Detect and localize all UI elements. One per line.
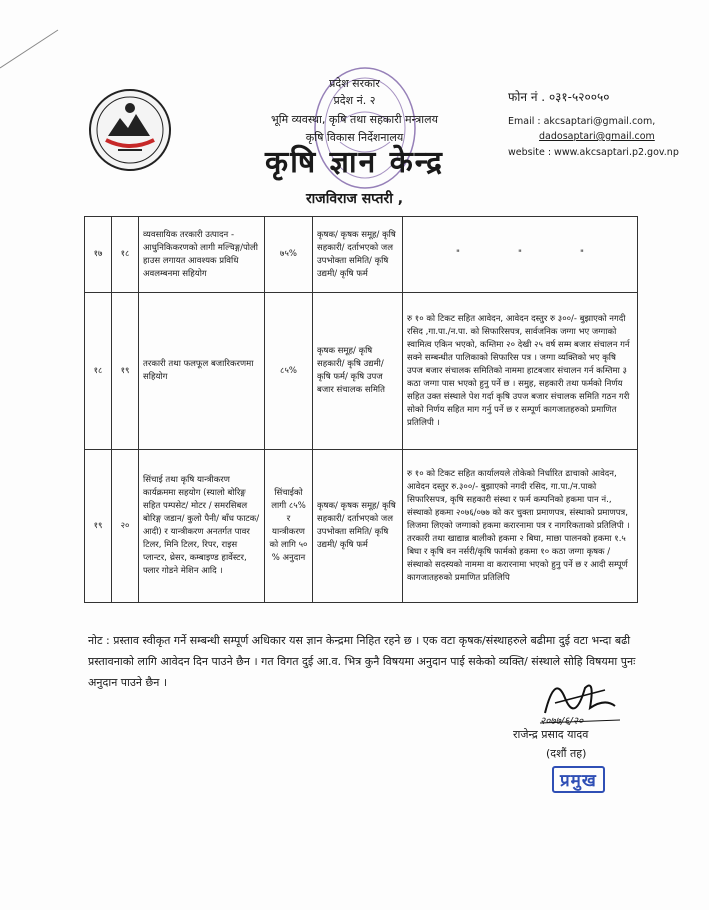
footnote: नोट : प्रस्ताव स्वीकृत गर्ने सम्बन्धी सम्पूर्ण अधिकार यस ज्ञान केन्द्रमा निहित रहने छ । एक वटा कृषक/संस्थाहरुले बढीमा दुई वटा भन्दा बढी प्रस्तावनाको लागि आवेदन दिन पाउने छैन । गत विगत दुई आ.व. भित्र कुनै विषयमा अनुदान पाई सकेको व्यक्ति/ संस्थाले सोहि विषयमा पुनः अनुदान पाउने छैन । bbox=[88, 634, 636, 689]
row-eligible: कृषक समूह/ कृषि सहकारी/ कृषि उद्यमी/ कृषि फर्म/ कृषि उपज बजार संचालक समिति bbox=[313, 293, 403, 450]
row-program: व्यवसायिक तरकारी उत्पादन - आधुनिकिकरणको लागी मल्चिङ्ग/पोली हाउस लगायत आवश्यक प्रविधि अवलम्बनमा सहियोग bbox=[139, 217, 265, 293]
header-ministry: भूमि व्यवस्था, कृषि तथा सहकारी मन्त्रालय bbox=[271, 113, 438, 126]
row-code: १९ bbox=[112, 293, 139, 450]
office-location: राजविराज सप्तरी , bbox=[305, 191, 404, 207]
page-fold-mark bbox=[0, 0, 80, 80]
row-serial: १८ bbox=[85, 293, 112, 450]
row-serial: १९ bbox=[85, 450, 112, 603]
row-serial: १७ bbox=[85, 217, 112, 293]
row-eligible: कृषक/ कृषक समूह/ कृषि सहकारी/ दर्ताभएको जल उपभोक्ता समिति/ कृषि उद्यमी/ कृषि फर्म bbox=[313, 450, 403, 603]
row-grant: ८५% bbox=[265, 293, 313, 450]
ditto-mark: " bbox=[456, 249, 460, 259]
ditto-mark: " bbox=[580, 249, 584, 259]
header-province: प्रदेश नं. २ bbox=[333, 94, 376, 107]
row-program: तरकारी तथा फलफूल बजारिकरणमा सहियोग bbox=[139, 293, 265, 450]
grant-program-table bbox=[84, 216, 638, 603]
table-row bbox=[85, 450, 638, 603]
website-link: website : www.akcsaptari.p2.gov.np bbox=[508, 147, 679, 158]
header-directorate: कृषि विकास निर्देशनालय bbox=[305, 131, 404, 144]
ditto-mark: " bbox=[518, 249, 522, 259]
signatory-rank: (दशौं तह) bbox=[546, 747, 587, 760]
email-primary: Email : akcsaptari@gmail.com, bbox=[508, 116, 656, 127]
signature-date: २०७७/६/२० bbox=[540, 716, 584, 727]
chief-stamp: प्रमुख bbox=[552, 766, 605, 793]
row-documents: रु १० को टिकट सहित कार्यालयले तोकेको निर्धारित ढाचाको आवेदन, आवेदन दस्तुर रु.३००/- बुझाएको नगदी रसिद, गा.पा./न.पाको सिफारिसपत्र, कृषि सहकारी संस्था र फर्म कम्पनिको हकमा पान नं., संस्थाको हकमा २०७६/०७७ को कर चुक्ता प्रमाणपत्र, संस्थाको प्रमाणपत्र, लिजमा लिएको जग्गाको हकमा करारनामा पत्र र नागरिकताको प्रतिलिपी । तरकारी तथा खाद्यान्न बालीको हकमा २ बिघा, माछा पालनको हकमा १.५ बिघा र कृषि वन नर्सरी/कृषि फार्मको हकमा १० कठा जग्गा कृषक / संस्थाको सदस्यको नाममा वा करारनामा भएको हुनु पर्ने छ र आदी सम्पूर्ण कागजातहरुको प्रमाणित प्रतिलिपि bbox=[403, 450, 638, 603]
row-eligible: कृषक/ कृषक समूह/ कृषि सहकारी/ दर्ताभएको जल उपभोक्ता समिति/ कृषि उद्यमी/ कृषि फर्म bbox=[313, 217, 403, 293]
office-title: कृषि ज्ञान केन्द्र bbox=[265, 145, 444, 180]
phone-number: फोन नं . ०३१-५२००५० bbox=[508, 90, 610, 104]
row-documents bbox=[403, 217, 638, 293]
email-secondary: dadosaptari@gmail.com bbox=[539, 131, 655, 142]
row-code: १८ bbox=[112, 217, 139, 293]
signatory-name: राजेन्द्र प्रसाद यादव bbox=[513, 728, 589, 741]
table-row bbox=[85, 217, 638, 293]
row-program: सिंचाई तथा कृषि यान्त्रीकरण कार्यक्रममा सहयोग (स्यालो बोरिङ्ग सहित पम्पसेट/ मोटर / समरसिबल बोरिङ्ग जडान/ कुलो पैनी/ बाँध फाटक/आदी) र यान्त्रीकरण अनतर्गत पावर टिलर, मिनि टिलर, रिपर, राइस प्लान्टर, थ्रेसर, कम्बाइण्ड हार्वेस्टर, फ्लार गोडने मेशिन आदि । bbox=[139, 450, 265, 603]
row-grant: ७५% bbox=[265, 217, 313, 293]
row-code: २० bbox=[112, 450, 139, 603]
header-government: प्रदेश सरकार bbox=[329, 77, 380, 90]
row-grant: सिंचाईको लागी ८५% र यान्त्रीकरण को लागि ५० % अनुदान bbox=[265, 450, 313, 603]
row-documents: रु १० को टिकट सहित आवेदन, आवेदन दस्तुर रु ३००/- बुझाएको नगदी रसिद ,गा.पा./न.पा. को सिफारिसपत्र, सार्वजनिक जग्गा भए जग्गाको स्वामित्व एकिन भएको, कम्तिमा २० देखी २५ वर्ष सम्म बजार संचालन गर्न सक्ने सम्बन्धीत पालिकाको सिफारिस पत्र । जग्गा व्यक्तिको भए कृषि उपज बजार संचालक समितिको नाममा हाटबजार संचालन गर्न कम्तिमा ३ कठा जग्गा पास भएको हुनु पर्ने छ । समुह, सहकारी तथा फर्मको निर्णय सहित उक्त संस्थाले पेश गर्दा कृषि उपज बजार संचालक समिति गठन गरी सोको निर्णय सहित माग गर्नु पर्ने छ र सम्पूर्ण कागजातहरुको प्रमाणित प्रतिलिपी । bbox=[403, 293, 638, 450]
table-row bbox=[85, 293, 638, 450]
